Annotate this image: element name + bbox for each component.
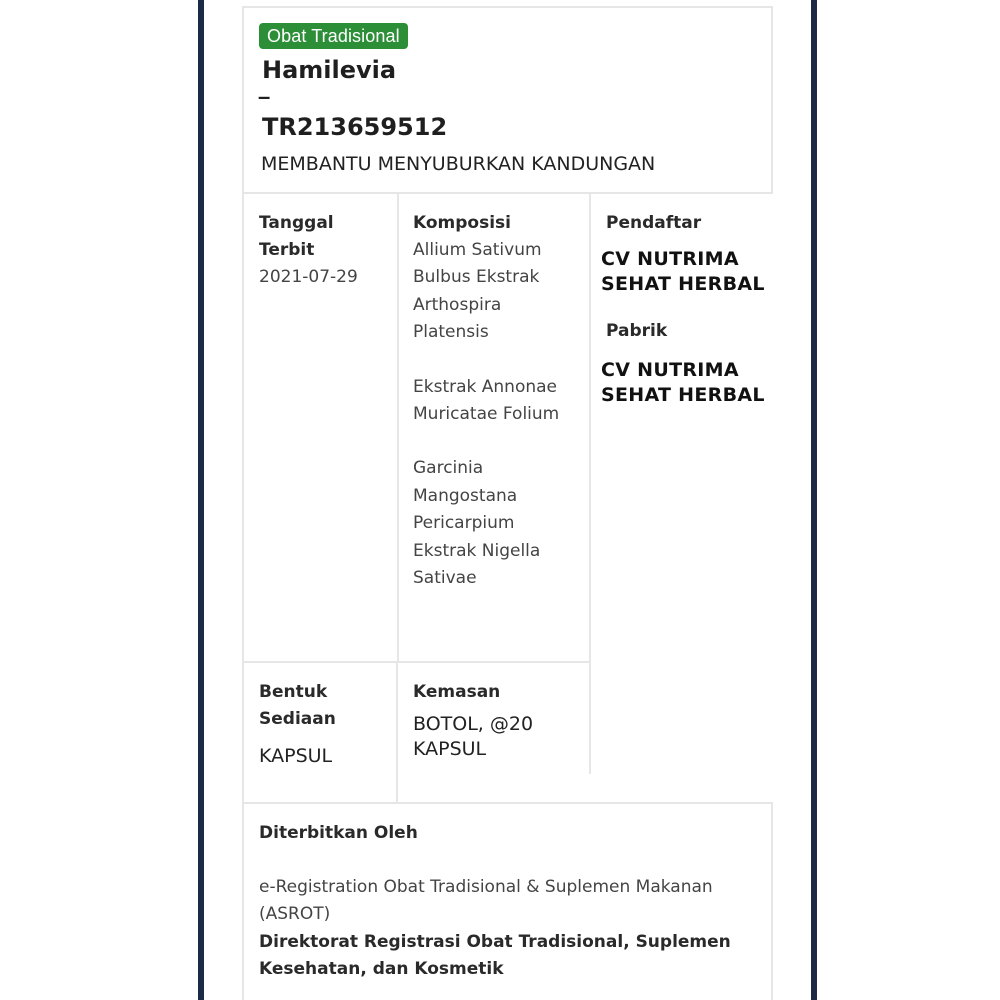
issuer-border-right <box>771 802 773 1000</box>
issuer-directorate: Direktorat Registrasi Obat Tradisional, Suplemen Kesehatan, dan Kosmetik <box>259 932 731 979</box>
composition-list <box>413 237 581 592</box>
product-name: Hamilevia <box>262 56 397 84</box>
registration-number: TR213659512 <box>262 113 448 141</box>
column-divider-2 <box>589 194 591 774</box>
column-divider-3 <box>396 663 398 803</box>
header-divider <box>242 192 773 194</box>
product-claim: MEMBANTU MENYUBURKAN KANDUNGAN <box>261 153 656 175</box>
issuer-system: e-Registration Obat Tradisional & Suplemen Makanan (ASROT) <box>259 877 713 925</box>
registrant-value: CV NUTRIMA SEHAT HERBAL <box>601 248 765 295</box>
device-frame-left <box>198 0 204 1000</box>
issuer-label: Diterbitkan Oleh <box>259 823 418 843</box>
packaging-label: Kemasan <box>413 682 501 702</box>
packaging-value: BOTOL, @20 KAPSUL <box>413 713 534 760</box>
manufacturer-value: CV NUTRIMA SEHAT HERBAL <box>601 359 765 406</box>
composition-item: Ekstrak Annonae Muricatae Folium <box>413 376 560 425</box>
composition-item: Garcinia Mangostana Pericarpium Ekstrak Nigella Sativae <box>413 458 541 589</box>
device-frame-right <box>811 0 817 1000</box>
composition-label: Komposisi <box>413 213 512 233</box>
composition-item: Allium Sativum Bulbus Ekstrak Arthospira Platensis <box>413 240 542 343</box>
issue-date-value: 2021-07-29 <box>259 267 358 287</box>
dosage-form-value: KAPSUL <box>259 745 333 767</box>
issue-date-label: Tanggal Terbit <box>259 213 334 260</box>
column-divider-1 <box>397 194 399 662</box>
registrant-label: Pendaftar <box>606 213 702 233</box>
category-badge: Obat Tradisional <box>259 23 408 49</box>
card-border-right <box>771 6 773 193</box>
card-border-top <box>242 6 773 8</box>
issuer-border-top <box>242 802 773 804</box>
dosage-form-label: Bentuk Sediaan <box>259 682 336 729</box>
manufacturer-label: Pabrik <box>606 321 668 341</box>
card-border-left <box>242 6 244 1000</box>
row-divider <box>244 661 590 663</box>
name-separator: – <box>258 84 271 109</box>
